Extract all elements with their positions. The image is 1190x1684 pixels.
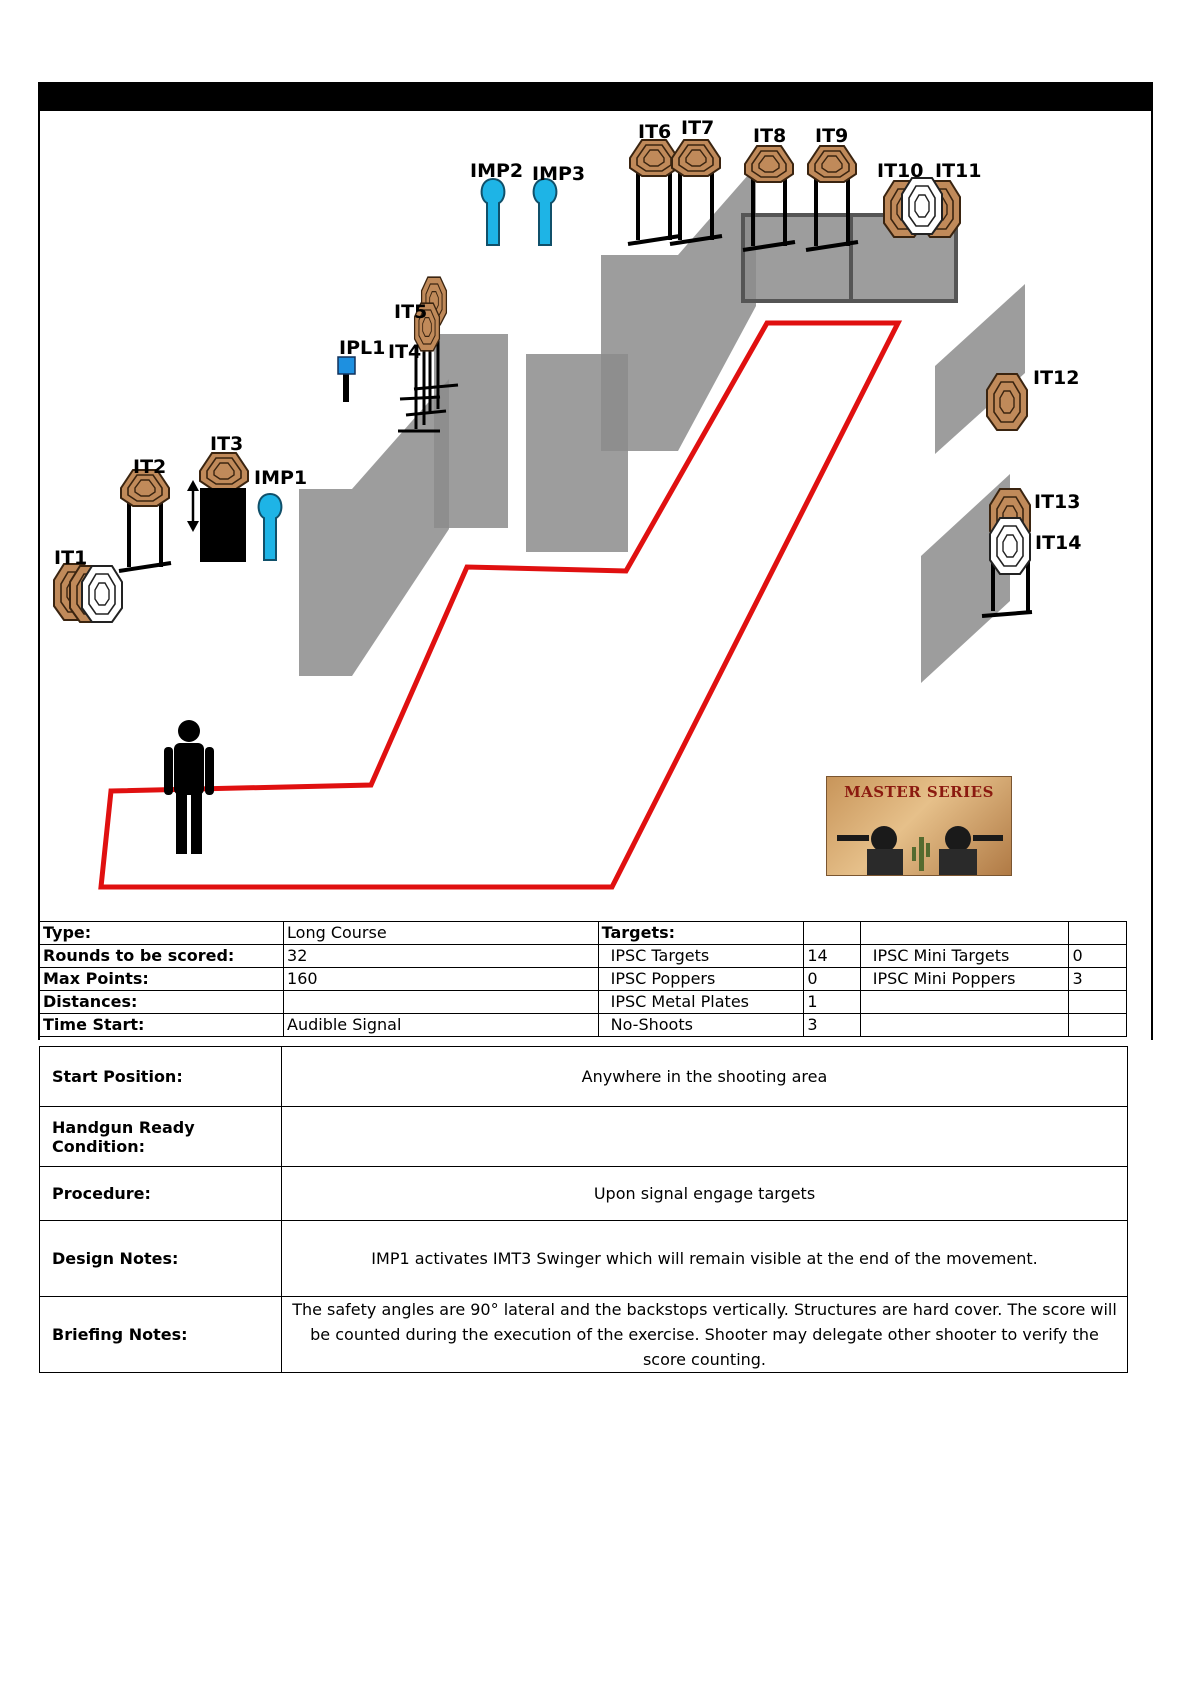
ready-condition-value <box>282 1107 1128 1167</box>
rounds-value: 32 <box>284 945 599 968</box>
mini-popper-icon <box>482 179 505 245</box>
shooter-figure-icon <box>164 720 214 854</box>
label-it4: IT4 <box>388 341 422 363</box>
stage-info-table <box>39 921 1127 1037</box>
label-imp2: IMP2 <box>470 160 524 182</box>
label-imp1: IMP1 <box>254 467 308 489</box>
ipsc-target-icon <box>200 453 248 489</box>
timestart-label: Time Start: <box>40 1014 284 1037</box>
maxpoints-value: 160 <box>284 968 599 991</box>
label-imp3: IMP3 <box>532 163 586 185</box>
label-it8: IT8 <box>753 125 787 147</box>
procedure-label: Procedure: <box>40 1167 282 1221</box>
type-value: Long Course <box>284 922 599 945</box>
label-it10: IT10 <box>877 160 924 182</box>
stage-notes-table <box>39 1046 1128 1373</box>
mini-targets-label: IPSC Mini Targets <box>860 945 1069 968</box>
label-it6: IT6 <box>638 121 672 143</box>
label-it9: IT9 <box>815 125 849 147</box>
distances-value <box>284 991 599 1014</box>
label-it3: IT3 <box>210 433 244 455</box>
ipsc-targets-label: IPSC Targets <box>598 945 804 968</box>
design-notes-label: Design Notes: <box>40 1221 282 1297</box>
design-notes-value: IMP1 activates IMT3 Swinger which will remain visible at the end of the movement. <box>282 1221 1128 1297</box>
metal-plate-icon <box>338 357 355 402</box>
briefing-notes-value: The safety angles are 90° lateral and the backstops vertically. Structures are hard cover. The score will be counted during the execution of the exercise. Shooter may delegate other shooter to verify the score counting. <box>282 1297 1128 1373</box>
logo-text: MASTER SERIES <box>844 783 994 801</box>
label-ipl1: IPL1 <box>339 337 386 359</box>
no-shoot-icon <box>902 178 942 234</box>
label-it13: IT13 <box>1034 491 1081 513</box>
master-series-logo <box>826 776 1012 876</box>
start-position-value: Anywhere in the shooting area <box>282 1047 1128 1107</box>
ipsc-metal-plates-value: 1 <box>804 991 860 1014</box>
mini-poppers-value: 3 <box>1069 968 1127 991</box>
label-it12: IT12 <box>1033 367 1080 389</box>
maxpoints-label: Max Points: <box>40 968 284 991</box>
briefing-notes-label: Briefing Notes: <box>40 1297 282 1373</box>
ipsc-target-icon <box>987 374 1027 430</box>
timestart-value: Audible Signal <box>284 1014 599 1037</box>
no-shoot-icon <box>990 518 1030 574</box>
ipsc-targets-value: 14 <box>804 945 860 968</box>
no-shoots-value: 3 <box>804 1014 860 1037</box>
title-bar <box>38 82 1153 111</box>
mini-targets-value: 0 <box>1069 945 1127 968</box>
procedure-value: Upon signal engage targets <box>282 1167 1128 1221</box>
start-position-label: Start Position: <box>40 1047 282 1107</box>
ipsc-target-icon <box>119 470 171 571</box>
mini-poppers-label: IPSC Mini Poppers <box>860 968 1069 991</box>
label-it5: IT5 <box>394 301 428 323</box>
distances-label: Distances: <box>40 991 284 1014</box>
ipsc-poppers-label: IPSC Poppers <box>598 968 804 991</box>
label-it2: IT2 <box>133 456 167 478</box>
label-it14: IT14 <box>1035 532 1082 554</box>
rounds-label: Rounds to be scored: <box>40 945 284 968</box>
ipsc-poppers-value: 0 <box>804 968 860 991</box>
label-it11: IT11 <box>935 160 982 182</box>
mini-popper-icon <box>534 179 557 245</box>
label-it7: IT7 <box>681 117 715 139</box>
targets-label: Targets: <box>598 922 804 945</box>
swinger-cover <box>200 488 246 562</box>
mini-popper-icon <box>259 494 282 560</box>
ready-condition-label: Handgun Ready Condition: <box>40 1107 282 1167</box>
label-it1: IT1 <box>54 547 88 569</box>
swinger-arrow-icon <box>187 480 199 532</box>
no-shoot-icon <box>82 566 122 622</box>
type-label: Type: <box>40 922 284 945</box>
ipsc-metal-plates-label: IPSC Metal Plates <box>598 991 804 1014</box>
no-shoots-label: No-Shoots <box>598 1014 804 1037</box>
walls <box>299 166 1025 683</box>
